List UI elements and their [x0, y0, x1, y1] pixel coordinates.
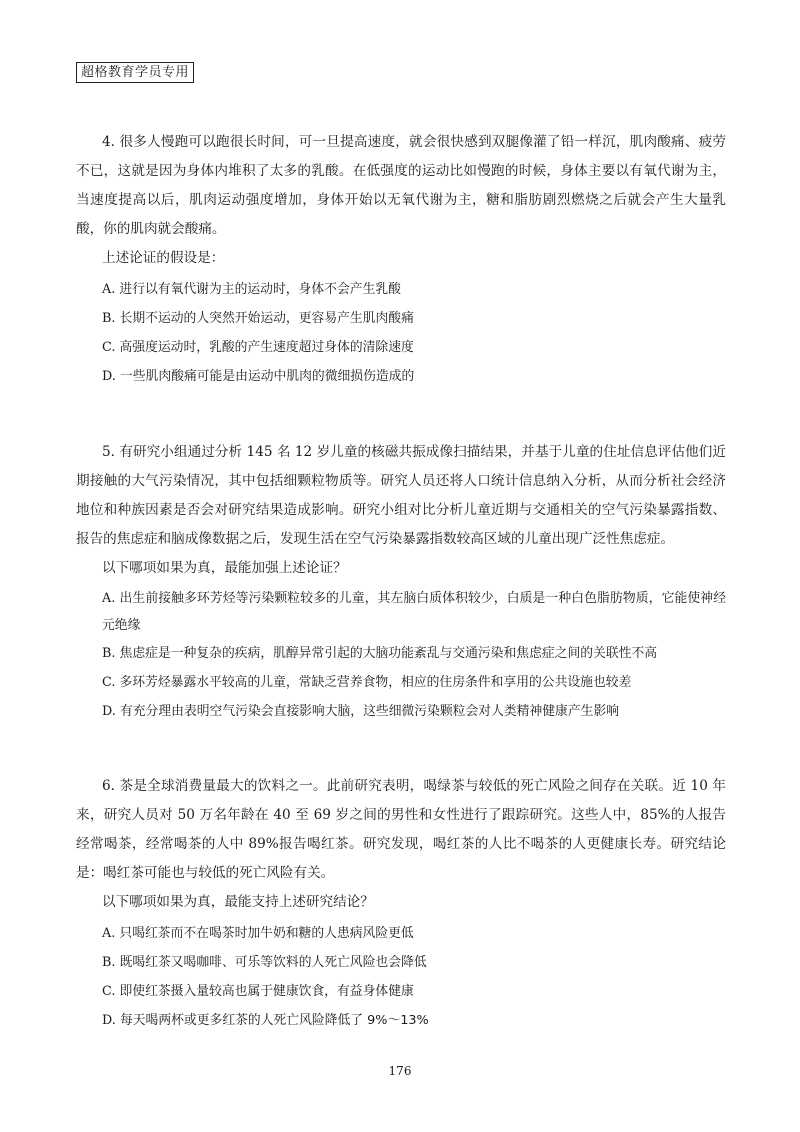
option-letter: C.: [102, 675, 116, 690]
question-stem: 6. 茶是全球消费量最大的饮料之一。此前研究表明，喝绿茶与较低的死亡风险之间存在关联。近 10 年来，研究人员对 50 万名年龄在 40 至 69 岁之间的男性和女性进行了跟踪研究。这些人中，85%的人报告经常喝茶，经常喝茶的人中 89%报告喝红茶。研究发现，喝红茶的人比不喝茶的人更健康长寿。研究结论是：喝红茶可能也与较低的死亡风险有关。: [76, 778, 726, 881]
option-a: [76, 919, 726, 948]
option-c: [76, 668, 726, 697]
option-text: 既喝红茶又喝咖啡、可乐等饮料的人死亡风险也会降低: [119, 955, 427, 970]
option-d: [76, 1006, 726, 1035]
header-tag: 超格教育学员专用: [76, 62, 194, 83]
option-text: 一些肌肉酸痛可能是由运动中肌肉的微细损伤造成的: [119, 369, 415, 384]
option-text: 只喝红茶而不在喝茶时加牛奶和糖的人患病风险更低: [119, 926, 414, 941]
option-letter: B.: [102, 311, 116, 326]
option-text: 每天喝两杯或更多红茶的人死亡风险降低了 9%～13%: [119, 1013, 429, 1028]
option-d: [76, 697, 726, 726]
option-b: [76, 948, 726, 977]
option-text: 出生前接触多环芳烃等污染颗粒较多的儿童，其左脑白质体积较少，白质是一种白色脂肪物质，它能使神经元绝缘: [102, 591, 726, 633]
option-letter: A.: [102, 282, 116, 297]
option-letter: D.: [102, 704, 116, 719]
option-d: [76, 362, 726, 391]
option-c: [76, 333, 726, 362]
option-a: [76, 275, 726, 304]
option-b: [76, 304, 726, 333]
question-prompt: 以下哪项如果为真，最能支持上述研究结论？: [102, 894, 374, 910]
question-stem: 4. 很多人慢跑可以跑很长时间，可一旦提高速度，就会很快感到双腿像灌了铅一样沉，肌肉酸痛、疲劳不已，这就是因为身体内堆积了太多的乳酸。在低强度的运动比如慢跑的时候，身体主要以有氧代谢为主，当速度提高以后，肌肉运动强度增加，身体开始以无氧代谢为主，糖和脂肪剧烈燃烧之后就会产生大量乳酸，你的肌肉就会酸痛。: [76, 134, 726, 237]
option-text: 进行以有氧代谢为主的运动时，身体不会产生乳酸: [119, 282, 401, 297]
question-stem: 5. 有研究小组通过分析 145 名 12 岁儿童的核磁共振成像扫描结果，并基于儿童的住址信息评估他们近期接触的大气污染情况，其中包括细颗粒物质等。研究人员还将人口统计信息纳入分析，从而分析社会经济地位和种族因素是否会对研究结果造成影响。研究小组对比分析儿童近期与交通相关的空气污染暴露指数、报告的焦虑症和脑成像数据之后，发现生活在空气污染暴露指数较高区域的儿童出现广泛性焦虑症。: [76, 444, 726, 547]
option-letter: B.: [102, 955, 116, 970]
option-text: 高强度运动时，乳酸的产生速度超过身体的清除速度: [119, 340, 414, 355]
option-text: 长期不运动的人突然开始运动，更容易产生肌肉酸痛: [119, 311, 414, 326]
question-prompt: 以下哪项如果为真，最能加强上述论证？: [102, 560, 347, 576]
option-letter: D.: [102, 369, 116, 384]
option-text: 多环芳烃暴露水平较高的儿童，常缺乏营养食物，相应的住房条件和享用的公共设施也较差: [119, 675, 632, 690]
page-number: 176: [388, 1064, 412, 1078]
option-letter: C.: [102, 984, 116, 999]
option-letter: B.: [102, 646, 116, 661]
question-6: [76, 772, 726, 1035]
option-letter: A.: [102, 591, 116, 606]
question-prompt: 上述论证的假设是：: [102, 250, 225, 266]
option-text: 即使红茶摄入量较高也属于健康饮食，有益身体健康: [119, 984, 414, 999]
option-letter: C.: [102, 340, 116, 355]
page-content: [76, 128, 726, 1035]
option-text: 焦虑症是一种复杂的疾病，肌醇异常引起的大脑功能紊乱与交通污染和焦虑症之间的关联性不高: [119, 646, 658, 661]
option-a: [76, 585, 726, 639]
option-text: 有充分理由表明空气污染会直接影响大脑，这些细微污染颗粒会对人类精神健康产生影响: [119, 704, 620, 719]
option-b: [76, 639, 726, 668]
question-4: [76, 128, 726, 391]
option-letter: A.: [102, 926, 116, 941]
option-c: [76, 977, 726, 1006]
option-letter: D.: [102, 1013, 116, 1028]
question-5: [76, 438, 726, 726]
